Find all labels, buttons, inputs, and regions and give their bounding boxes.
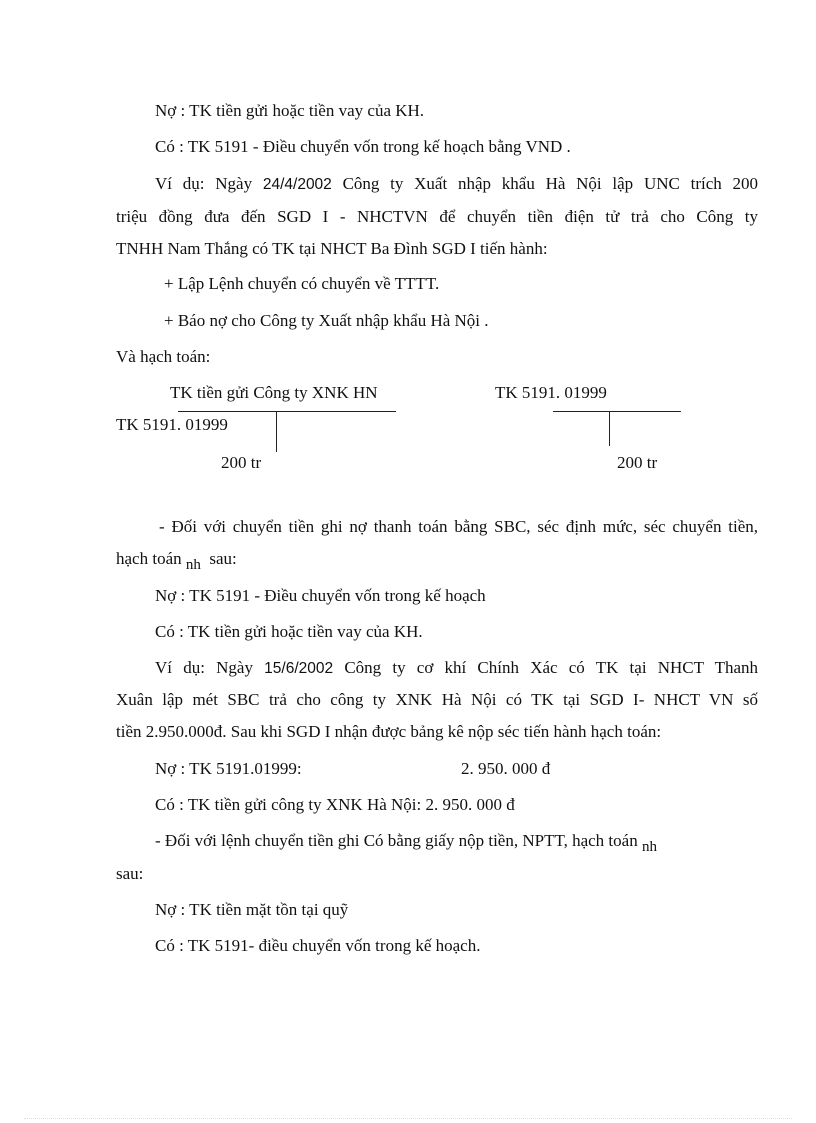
t-account-left-rule [178, 411, 396, 412]
t-account-left-side-label: TK 5191. 01999 [116, 415, 228, 434]
t-account-left-title: TK tiền gửi Công ty XNK HN [170, 383, 378, 402]
credit-entry-4: Có : TK 5191- điều chuyển vốn trong kế hoạch. [155, 936, 481, 955]
section-3-line-1 [155, 831, 657, 855]
t-account-left-amount: 200 tr [221, 453, 262, 472]
section-2-line-2 [116, 549, 237, 573]
t-account-right-divider [609, 412, 610, 446]
example-label-2: Ví dụ: Ngày [155, 658, 253, 677]
example-2-line-1 [155, 658, 758, 679]
section-3-line-2: sau: [116, 864, 144, 883]
debit-entry-3: Nợ : TK 5191.01999: [155, 759, 302, 778]
page-bottom-border [24, 1118, 792, 1119]
example-1-date: 24/4/2002 [262, 176, 332, 193]
debit-entry-1: Nợ : TK tiền gửi hoặc tiền vay của KH. [155, 101, 425, 120]
example-1-text: Công ty Xuất nhập khẩu Hà Nội lập UNC trích 200 [342, 174, 759, 193]
example-2-text: Công ty cơ khí Chính Xác có TK tại NHCT Thanh [344, 658, 759, 677]
step-2: + Báo nợ cho Công ty Xuất nhập khẩu Hà Nội . [164, 311, 489, 330]
t-account-right-rule [553, 411, 681, 412]
section-2-text: hạch toán [116, 549, 182, 568]
credit-entry-1: Có : TK 5191 - Điều chuyển vốn trong kế hoạch bằng VND . [155, 137, 571, 156]
debit-entry-2: Nợ : TK 5191 - Điều chuyển vốn trong kế hoạch [155, 586, 486, 605]
example-label: Ví dụ: Ngày [155, 174, 253, 193]
debit-entry-4: Nợ : TK tiền mặt tồn tại quỹ [155, 900, 349, 919]
example-2-line-3: tiền 2.950.000đ. Sau khi SGD I nhận được bảng kê nộp séc tiến hành hạch toán: [116, 722, 662, 741]
example-1-line-3: TNHH Nam Thắng có TK tại NHCT Ba Đình SGD I tiến hành: [116, 239, 548, 258]
accounting-heading: Và hạch toán: [116, 347, 211, 366]
section-3-abbrev: nh [641, 839, 657, 855]
section-2-text-end: sau: [209, 549, 237, 568]
step-1: + Lập Lệnh chuyển có chuyển về TTTT. [164, 274, 440, 293]
credit-entry-3: Có : TK tiền gửi công ty XNK Hà Nội: 2. 950. 000 đ [155, 795, 515, 814]
section-2-abbrev: nh [185, 557, 201, 573]
t-account-right-amount: 200 tr [617, 453, 658, 472]
t-account-right-title: TK 5191. 01999 [495, 383, 607, 402]
example-1-line-1 [155, 174, 758, 195]
section-3-text: - Đối với lệnh chuyển tiền ghi Có bằng giấy nộp tiền, NPTT, hạch toán [155, 831, 638, 850]
section-2-line-1: - Đối với chuyển tiền ghi nợ thanh toán bằng SBC, séc định mức, séc chuyển tiền, [159, 517, 758, 536]
debit-amount-3: 2. 950. 000 đ [461, 759, 551, 778]
credit-entry-2: Có : TK tiền gửi hoặc tiền vay của KH. [155, 622, 423, 641]
example-2-date: 15/6/2002 [264, 660, 334, 677]
example-1-line-2: triệu đồng đưa đến SGD I - NHCTVN để chuyển tiền điện tử trả cho Công ty [116, 207, 758, 226]
t-account-left-divider [276, 412, 277, 452]
example-2-line-2: Xuân lập mét SBC trả cho công ty XNK Hà Nội có TK tại SGD I- NHCT VN số [116, 690, 758, 709]
